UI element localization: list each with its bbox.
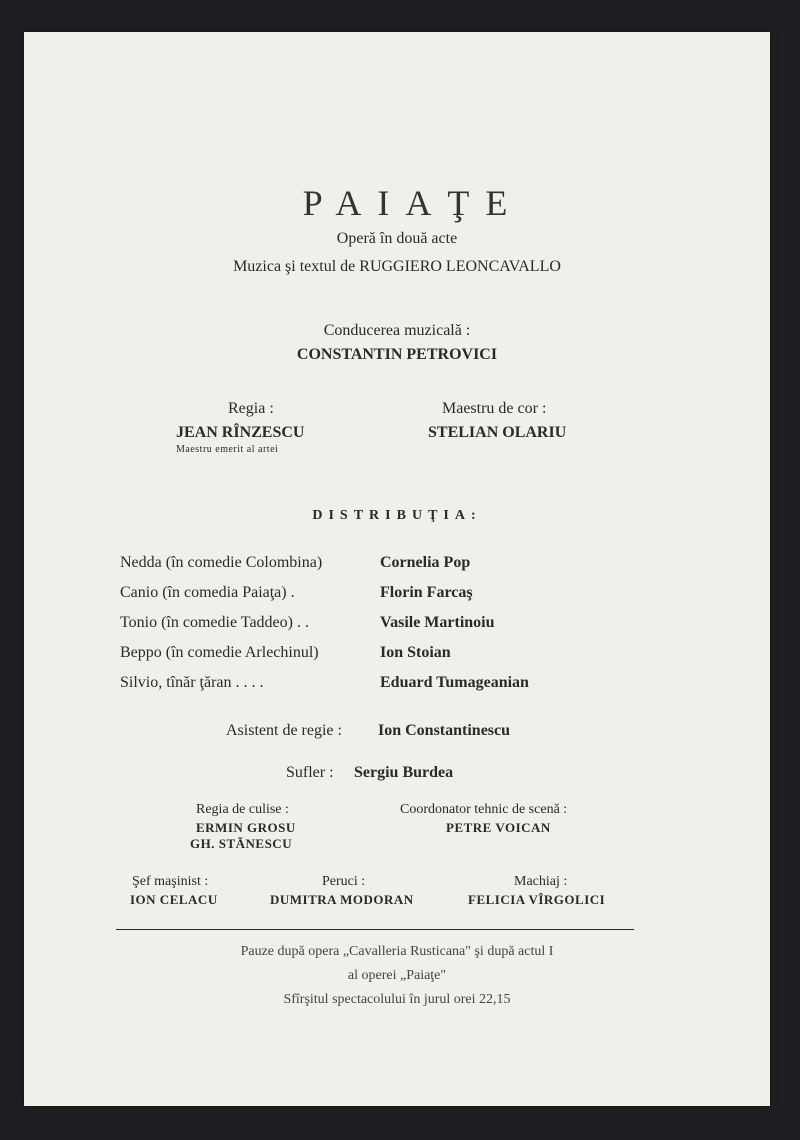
- stage-direction-label: Regia de culise :: [196, 802, 289, 817]
- direction-note: Maestru emerit al artei: [176, 444, 279, 455]
- stage-direction-name: ERMIN GROSU: [196, 820, 296, 835]
- prompter-label: Sufler :: [286, 764, 334, 781]
- cast-actor: Eduard Tumageanian: [380, 674, 529, 691]
- choir-label: Maestru de cor :: [442, 400, 547, 417]
- conductor-label: Conducerea muzicală :: [323, 322, 471, 339]
- music-credit: Muzica şi textul de RUGGIERO LEONCAVALLO: [233, 258, 561, 275]
- conductor-name: CONSTANTIN PETROVICI: [296, 346, 498, 363]
- distribution-heading: DISTRIBUŢIA:: [312, 508, 482, 523]
- cast-role: Canio (în comedia Paiaţa) .: [120, 584, 295, 601]
- cast-role: Beppo (în comedie Arlechinul): [120, 644, 319, 661]
- cast-actor: Florin Farcaş: [380, 584, 473, 601]
- cast-actor: Vasile Martinoiu: [380, 614, 495, 631]
- cast-actor: Ion Stoian: [380, 644, 451, 661]
- tech-coordinator-name: PETRE VOICAN: [446, 820, 551, 835]
- machinist-label: Şef maşinist :: [132, 874, 209, 889]
- opera-title: PAIAŢE: [302, 183, 524, 223]
- cast-role: Nedda (în comedie Colombina): [120, 554, 323, 571]
- choir-name: STELIAN OLARIU: [428, 424, 567, 441]
- cast-role: Tonio (în comedie Taddeo) . .: [120, 614, 309, 631]
- footer-intermission: Pauze după opera „Cavalleria Rusticana" şi după actul I: [240, 944, 554, 959]
- opera-subtitle: Operă în două acte: [336, 230, 458, 247]
- machinist-name: ION CELACU: [130, 892, 218, 907]
- direction-name: JEAN RÎNZESCU: [176, 424, 305, 441]
- divider-rule: [116, 929, 634, 930]
- stage-direction-name: GH. STĂNESCU: [190, 836, 293, 851]
- direction-label: Regia :: [228, 400, 274, 417]
- prompter-name: Sergiu Burdea: [354, 764, 454, 781]
- footer-end-time: Sfîrşitul spectacolului în jurul orei 22,15: [283, 992, 511, 1007]
- footer-intermission-cont: al operei „Paiaţe": [347, 968, 447, 983]
- program-page: [24, 32, 770, 1106]
- assistant-name: Ion Constantinescu: [378, 722, 511, 739]
- tech-coordinator-label: Coordonator tehnic de scenă :: [400, 802, 568, 817]
- makeup-name: FELICIA VÎRGOLICI: [468, 892, 606, 907]
- makeup-label: Machiaj :: [514, 874, 568, 889]
- wigs-label: Peruci :: [322, 874, 366, 889]
- cast-role: Silvio, tînăr ţăran . . . .: [120, 674, 264, 691]
- assistant-label: Asistent de regie :: [226, 722, 342, 739]
- wigs-name: DUMITRA MODORAN: [270, 892, 414, 907]
- cast-actor: Cornelia Pop: [380, 554, 471, 571]
